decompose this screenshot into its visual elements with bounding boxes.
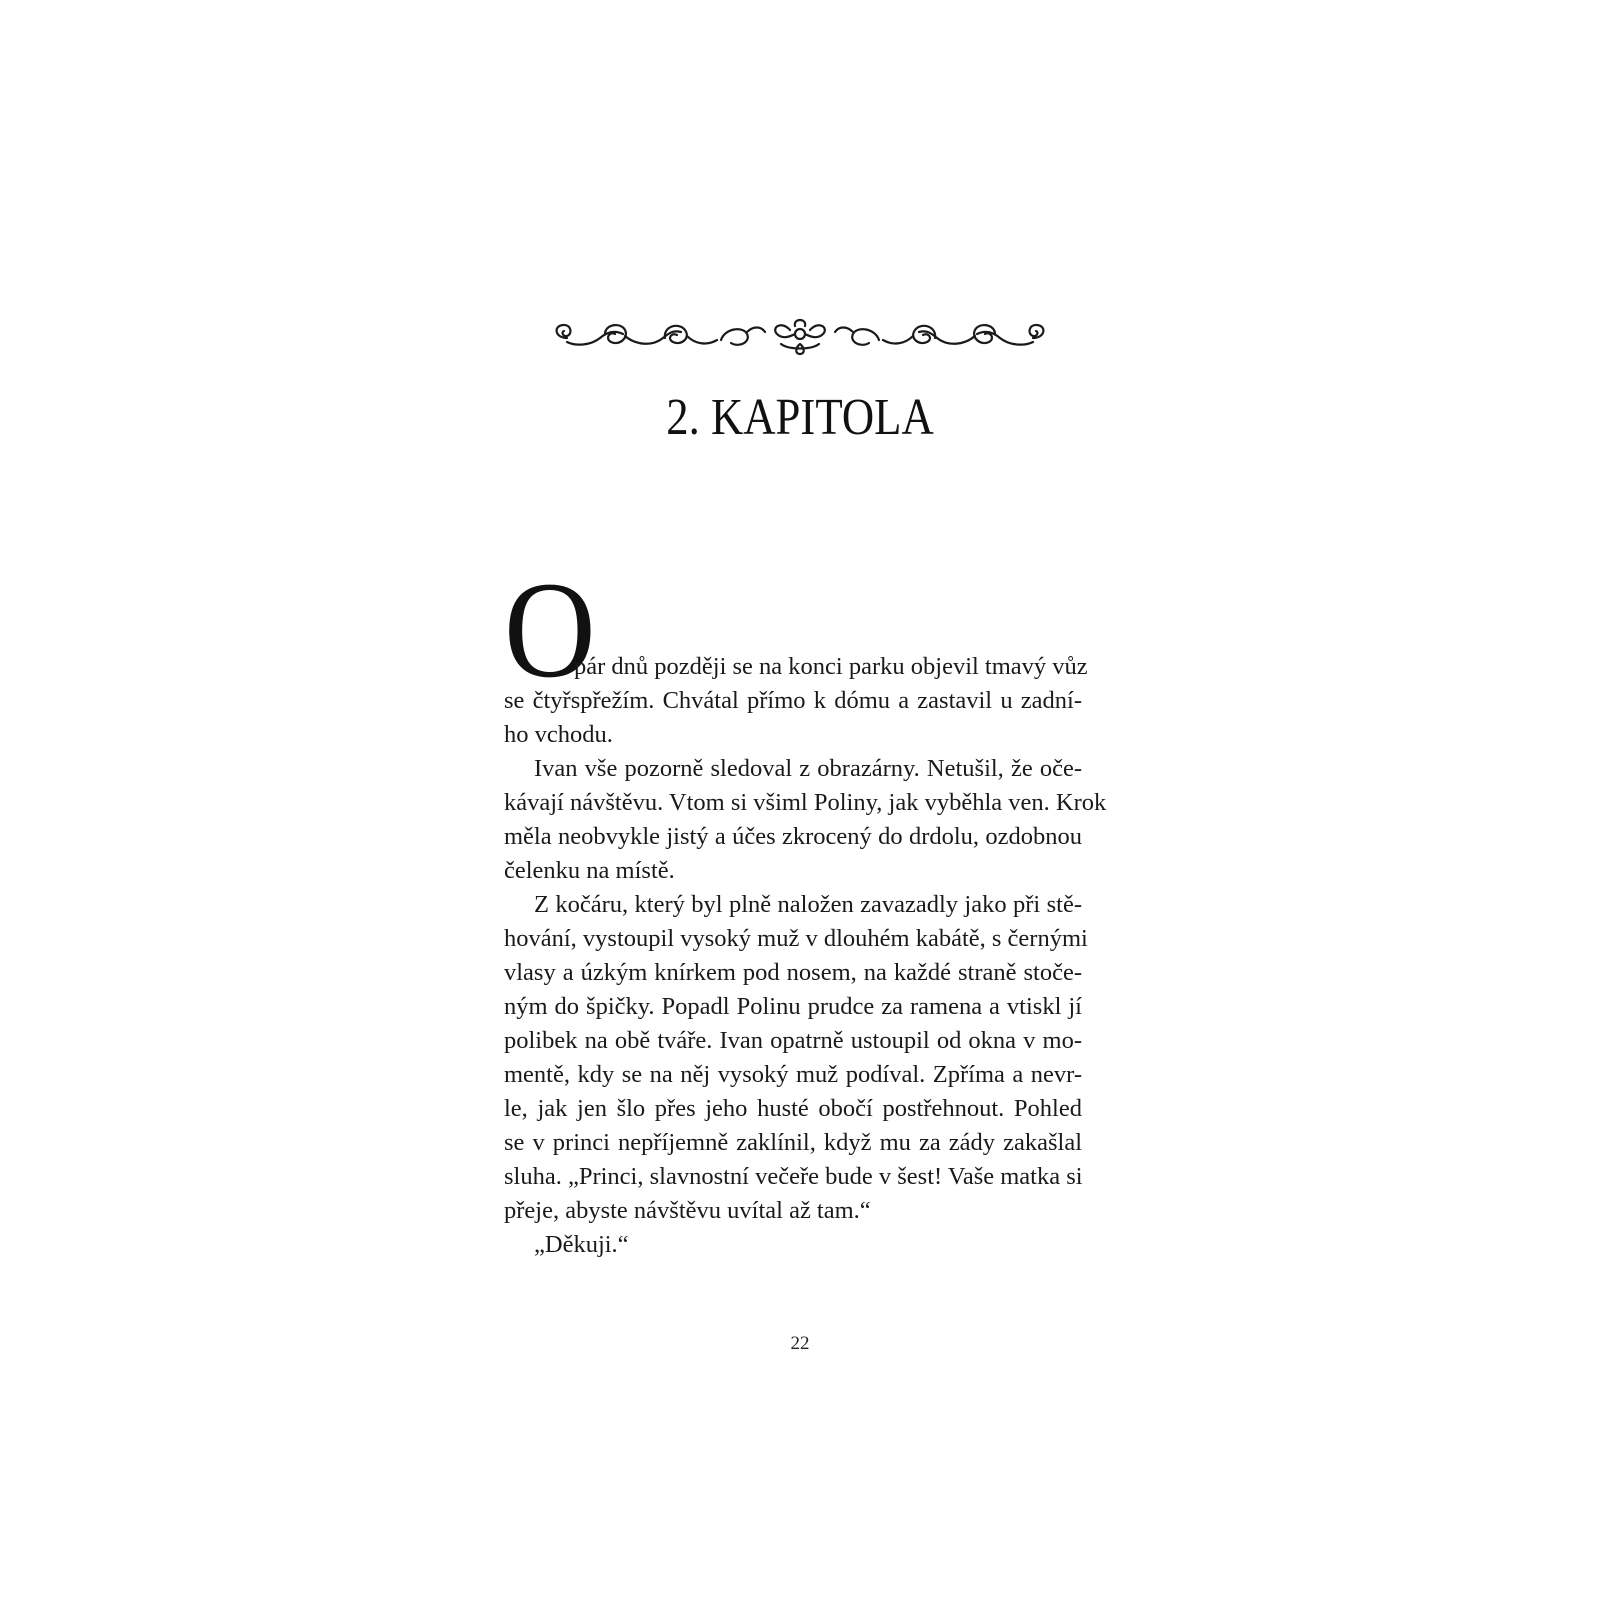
text-line: „Děkuji.“ <box>534 1231 629 1258</box>
page-number: 22 <box>790 1333 810 1354</box>
text-line: Z kočáru, který byl plně naložen zavazadly jako při stě- <box>534 891 1082 918</box>
text-line: polibek na obě tváře. Ivan opatrně ustoupil od okna v mo- <box>504 1027 1082 1054</box>
text-line: ho vchodu. <box>504 721 613 748</box>
text-line: ným do špičky. Popadl Polinu prudce za ramena a vtiskl jí <box>504 993 1082 1020</box>
text-line: přeje, abyste návštěvu uvítal až tam.“ <box>504 1197 871 1224</box>
text-line: se čtyřspřežím. Chvátal přímo k dómu a zastavil u zadní- <box>504 687 1082 714</box>
text-line: kávají návštěvu. Vtom si všiml Poliny, jak vyběhla ven. Krok <box>504 789 1107 816</box>
text-line: hování, vystoupil vysoký muž v dlouhém kabátě, s černými <box>504 925 1088 952</box>
text-line: sluha. „Princi, slavnostní večeře bude v šest! Vaše matka si <box>504 1163 1083 1190</box>
text-line: le, jak jen šlo přes jeho husté obočí postřehnout. Pohled <box>504 1095 1082 1122</box>
text-line: měla neobvykle jistý a účes zkrocený do drdolu, ozdobnou <box>504 823 1082 850</box>
text-line: pár dnů později se na konci parku objevil tmavý vůz <box>574 653 1088 680</box>
drop-cap: O <box>504 553 596 706</box>
chapter-title: 2. KAPITOLA <box>666 389 934 446</box>
text-line: Ivan vše pozorně sledoval z obrazárny. Netušil, že oče- <box>534 755 1082 782</box>
flourish-divider-icon <box>545 316 1055 358</box>
text-line: vlasy a úzkým knírkem pod nosem, na každé straně stoče- <box>504 959 1082 986</box>
text-line: se v princi nepříjemně zaklínil, když mu za zády zakašlal <box>504 1129 1082 1156</box>
text-line: čelenku na místě. <box>504 857 675 884</box>
text-line: mentě, kdy se na něj vysoký muž podíval. Zpříma a nevr- <box>504 1061 1082 1088</box>
